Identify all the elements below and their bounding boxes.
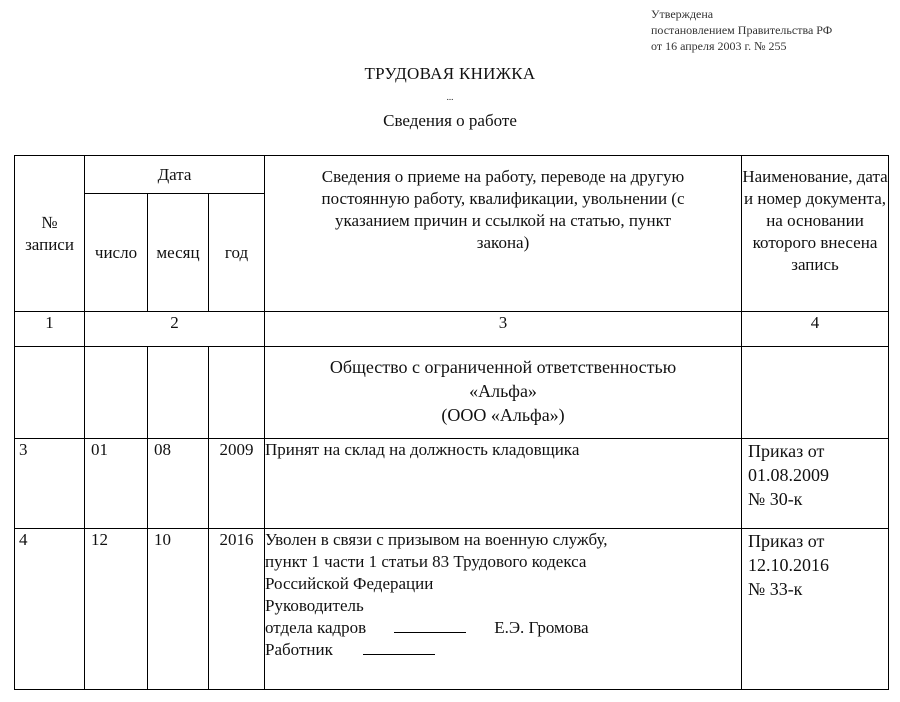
omission-dots: ... xyxy=(446,92,454,102)
hr-position-label: отдела кадров xyxy=(265,618,367,637)
organization-name xyxy=(265,347,742,439)
record-year: 2009 xyxy=(209,439,265,529)
record-info-line-6 xyxy=(265,639,741,661)
column-numbers-row xyxy=(15,312,889,347)
approval-line-1: Утверждена xyxy=(651,7,714,21)
record-info-line-4: Руководитель xyxy=(265,596,364,615)
record-day: 01 xyxy=(85,439,148,529)
employee-signature-line xyxy=(363,640,435,655)
table-row xyxy=(15,529,889,690)
record-document-line-3: № 33-к xyxy=(748,579,803,599)
record-number: 3 xyxy=(15,439,85,529)
header-day: число xyxy=(85,194,148,312)
record-info-line-1: Уволен в связи с призывом на военную службу, xyxy=(265,530,608,549)
column-number-3: 3 xyxy=(265,312,742,347)
org-empty-doc xyxy=(742,347,889,439)
employee-label: Работник xyxy=(265,640,333,659)
approval-note xyxy=(651,6,832,54)
record-month: 08 xyxy=(148,439,209,529)
header-row-top xyxy=(15,156,889,194)
organization-row xyxy=(15,347,889,439)
column-number-4: 4 xyxy=(742,312,889,347)
record-document-line-2: 01.08.2009 xyxy=(748,465,830,485)
record-document-line-2: 12.10.2016 xyxy=(748,555,830,575)
record-day: 12 xyxy=(85,529,148,690)
header-year: год xyxy=(209,194,265,312)
approval-line-3: от 16 апреля 2003 г. № 255 xyxy=(651,39,787,53)
org-empty-day xyxy=(85,347,148,439)
column-number-2: 2 xyxy=(85,312,265,347)
header-work-info: Сведения о приеме на работу, переводе на другую постоянную работу, квалификации, увольнении (с указанием причин и ссылкой на статью, пункт закона) xyxy=(265,156,742,312)
header-month: месяц xyxy=(148,194,209,312)
document-title: ТРУДОВАЯ КНИЖКА xyxy=(364,64,536,83)
record-info xyxy=(265,529,742,690)
work-record-table xyxy=(14,155,889,690)
org-line-2: «Альфа» xyxy=(469,381,537,401)
header-document: Наименование, дата и номер документа, на основании которого внесена запись xyxy=(742,156,889,312)
column-number-1: 1 xyxy=(15,312,85,347)
record-month: 10 xyxy=(148,529,209,690)
approval-line-2: постановлением Правительства РФ xyxy=(651,23,833,37)
table-row xyxy=(15,439,889,529)
record-info-line-3: Российской Федерации xyxy=(265,574,434,593)
header-record-number: № записи xyxy=(15,156,85,312)
org-empty-num xyxy=(15,347,85,439)
hr-head-name: Е.Э. Громова xyxy=(494,618,589,637)
record-info-line-5 xyxy=(265,617,741,639)
record-info-line-2: пункт 1 части 1 статьи 83 Трудового кодекса xyxy=(265,552,587,571)
header-date: Дата xyxy=(85,156,265,194)
record-document-line-1: Приказ от xyxy=(748,531,825,551)
record-year: 2016 xyxy=(209,529,265,690)
org-line-3: (ООО «Альфа») xyxy=(441,405,565,425)
record-info: Принят на склад на должность кладовщика xyxy=(265,439,742,529)
record-document-line-3: № 30-к xyxy=(748,489,803,509)
record-number: 4 xyxy=(15,529,85,690)
hr-signature-line xyxy=(394,618,466,633)
document-subtitle: Сведения о работе xyxy=(383,111,517,130)
org-line-1: Общество с ограниченной ответственностью xyxy=(329,357,677,377)
org-empty-month xyxy=(148,347,209,439)
record-document-line-1: Приказ от xyxy=(748,441,825,461)
record-document xyxy=(742,439,889,529)
org-empty-year xyxy=(209,347,265,439)
record-document xyxy=(742,529,889,690)
